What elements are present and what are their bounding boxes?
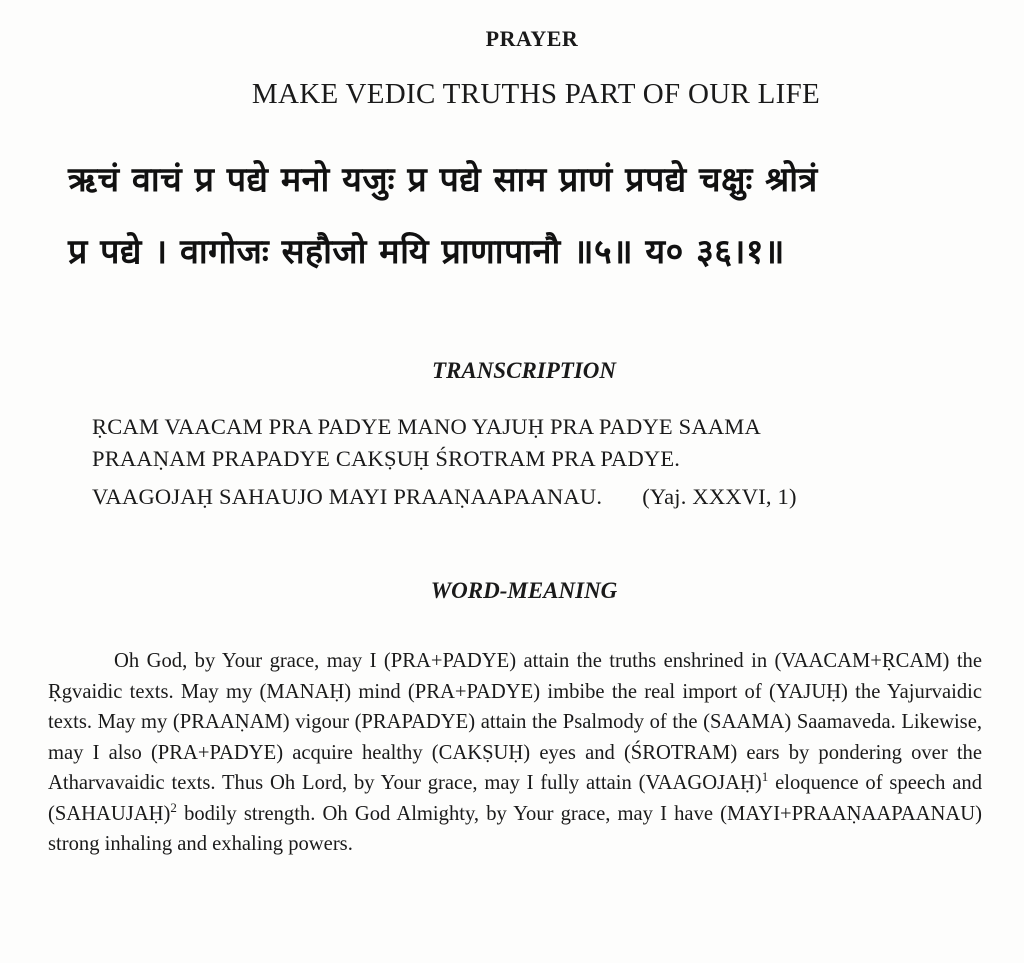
word-meaning-text-3: bodily strength. Oh God Almighty, by Your grace, may I have (MAYI+PRAAṆAAPAANAU) strong inhaling and exhaling powers. — [48, 802, 982, 855]
word-meaning-text-1: Oh God, by Your grace, may I (PRA+PADYE) attain the truths enshrined in (VAACAM+ṚCAM) the Ṛgvaidic texts. May my (MANAḤ) mind (PRA+PADYE) imbibe the real import of (YAJUḤ) the Yajurvaidic texts. May my (PRAAṆAM) vigour (PRAPADYE) attain the Psalmody of the (SAAMA) Saamaveda. Likewise, may I also (PRA+PADYE) acquire healthy (CAKṢUḤ) eyes and (ŚROTRAM) ears by pondering over the Atharvavaidic texts. Thus Oh Lord, by Your grace, may I fully attain (VAAGOJAḤ) — [48, 650, 982, 794]
word-meaning-text-2: eloquence of speech and (SAHAUJAḤ) — [48, 772, 982, 825]
transcription-line-3-text: VAAGOJAḤ SAHAUJO MAYI PRAAṆAAPAANAU. — [92, 484, 603, 509]
footnote-marker-2: 2 — [170, 799, 177, 815]
page-title: MAKE VEDIC TRUTHS PART OF OUR LIFE — [251, 78, 821, 110]
sanskrit-verse-line-1: ऋचं वाचं प्र पद्ये मनो यजुः प्र पद्ये साम प्राणं प्रपद्ये चक्षुः श्रोत्रं — [68, 160, 818, 200]
transcription-line-2: PRAAṆAM PRAPADYE CAKṢUḤ ŚROTRAM PRA PADYE. — [92, 446, 681, 471]
sanskrit-verse-line-2: प्र पद्ये । वागोजः सहौजो मयि प्राणापानौ ॥५॥ य० ३६।१॥ — [68, 232, 785, 272]
footnote-marker-1: 1 — [761, 769, 769, 785]
transcription-line-1: ṚCAM VAACAM PRA PADYE MANO YAJUḤ PRA PADYE SAAMA — [92, 414, 761, 439]
section-label: PRAYER — [485, 26, 579, 51]
transcription-heading: TRANSCRIPTION — [431, 358, 617, 383]
verse-reference: (Yaj. XXXVI, 1) — [642, 484, 797, 509]
word-meaning-paragraph — [48, 646, 982, 860]
transcription-line-3 — [92, 484, 797, 510]
word-meaning-heading: WORD-MEANING — [430, 578, 618, 603]
